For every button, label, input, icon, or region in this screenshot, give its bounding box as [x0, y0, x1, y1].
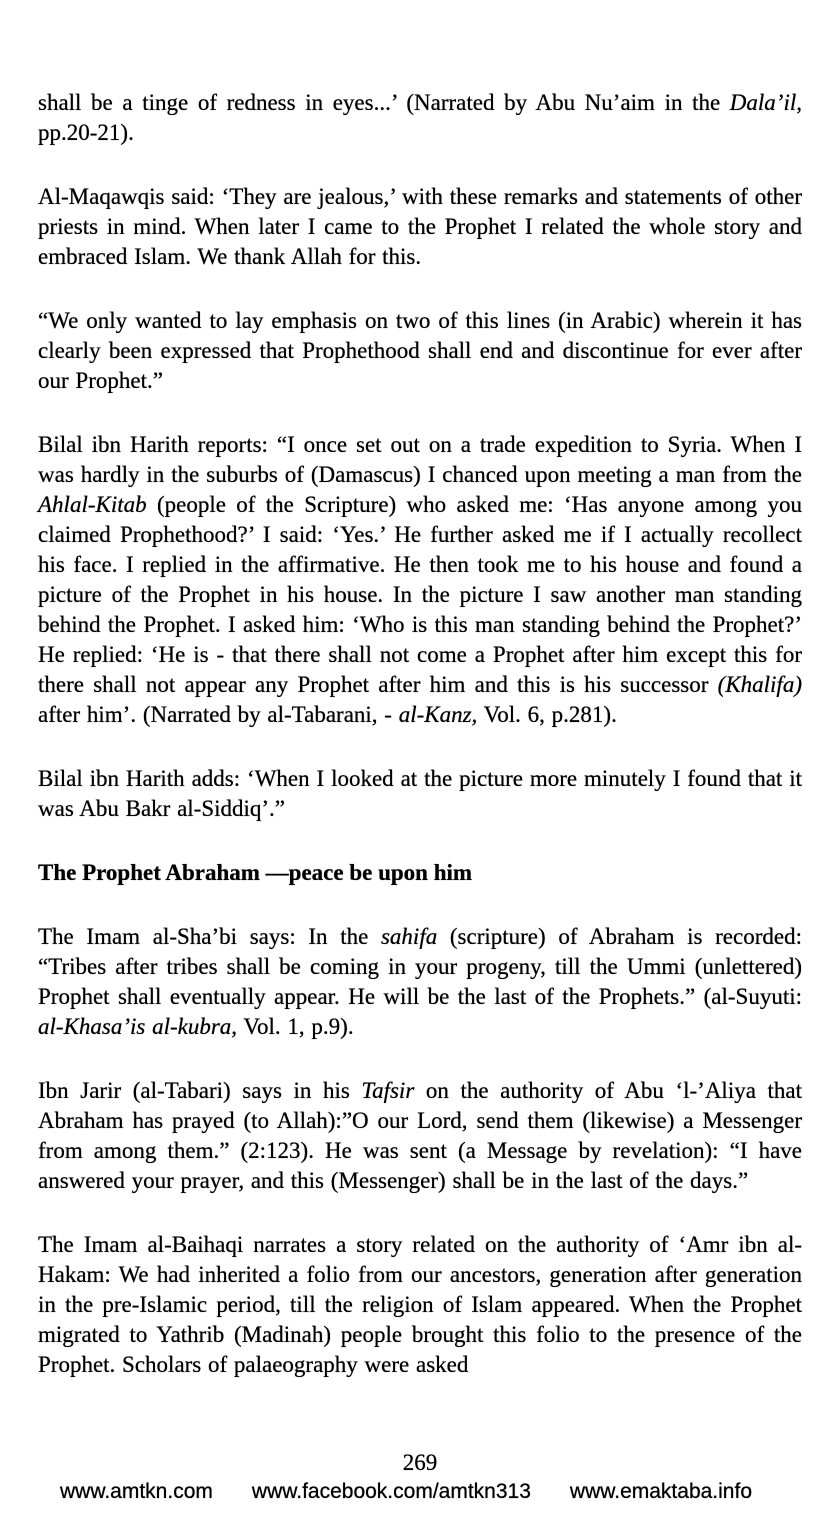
paragraph: The Imam al-Sha’bi says: In the sahifa (scripture) of Abraham is recorded: “Tribes after tribes shall be coming in your progeny, till the Ummi (unlettered) Prophet shall eventually appear. He will be the last of the Prophets.” (al-Suyuti: al-Khasa’is al-kubra, Vol. 1, p.9).: [38, 924, 802, 1039]
paragraph: Bilal ibn Harith reports: “I once set out on a trade expedition to Syria. When I was hardly in the suburbs of (Damascus) I chanced upon meeting a man from the Ahlal-Kitab (people of the Scripture) who asked me: ‘Has anyone among you claimed Prophethood?’ I said: ‘Yes.’ He further asked me if I actually recollect his face. I replied in the affirmative. He then took me to his house and found a picture of the Prophet in his house. In the picture I saw another man standing behind the Prophet. I asked him: ‘Who is this man standing behind the Prophet?’ He replied: ‘He is - that there shall not come a Prophet after him except this for there shall not appear any Prophet after him and this is his successor (Khalifa) after him’. (Narrated by al-Tabarani, - al-Kanz, Vol. 6, p.281).: [38, 432, 802, 727]
footer-link-facebook: www.facebook.com/amtkn313: [251, 1480, 531, 1503]
paragraph: The Imam al-Baihaqi narrates a story related on the authority of ‘Amr ibn al-Hakam: We had inherited a folio from our ancestors, generation after generation in the pre-Islamic period, till the religion of Islam appeared. When the Prophet migrated to Yathrib (Madinah) people brought this folio to the presence of the Prophet. Scholars of palaeography were asked: [38, 1232, 802, 1377]
page-number: 269: [402, 1450, 438, 1475]
paragraph: Bilal ibn Harith adds: ‘When I looked at the picture more minutely I found that it was Abu Bakr al-Siddiq’.”: [38, 766, 802, 821]
document-body: [38, 88, 802, 1414]
paragraph: Ibn Jarir (al-Tabari) says in his Tafsir on the authority of Abu ‘l-’Aliya that Abraham has prayed (to Allah):”O our Lord, send them (likewise) a Messenger from among them.” (2:123). He was sent (a Message by revelation): “I have answered your prayer, and this (Messenger) shall be in the last of the days.”: [38, 1078, 803, 1193]
paragraph: shall be a tinge of redness in eyes...’ (Narrated by Abu Nu’aim in the Dala’il, pp.20-21).: [38, 90, 802, 145]
footer-link-emaktaba: www.emaktaba.info: [569, 1480, 752, 1503]
paragraph: Al-Maqawqis said: ‘They are jealous,’ with these remarks and statements of other priests in mind. When later I came to the Prophet I related the whole story and embraced Islam. We thank Allah for this.: [38, 184, 802, 269]
footer-links: [0, 1476, 840, 1504]
page-footer: [0, 1450, 840, 1504]
footer-link-amtkn: www.amtkn.com: [60, 1480, 213, 1503]
paragraph: “We only wanted to lay emphasis on two of this lines (in Arabic) wherein it has clearly been expressed that Prophethood shall end and discontinue for ever after our Prophet.”: [38, 308, 802, 393]
section-heading: The Prophet Abraham —peace be upon him: [38, 860, 473, 885]
